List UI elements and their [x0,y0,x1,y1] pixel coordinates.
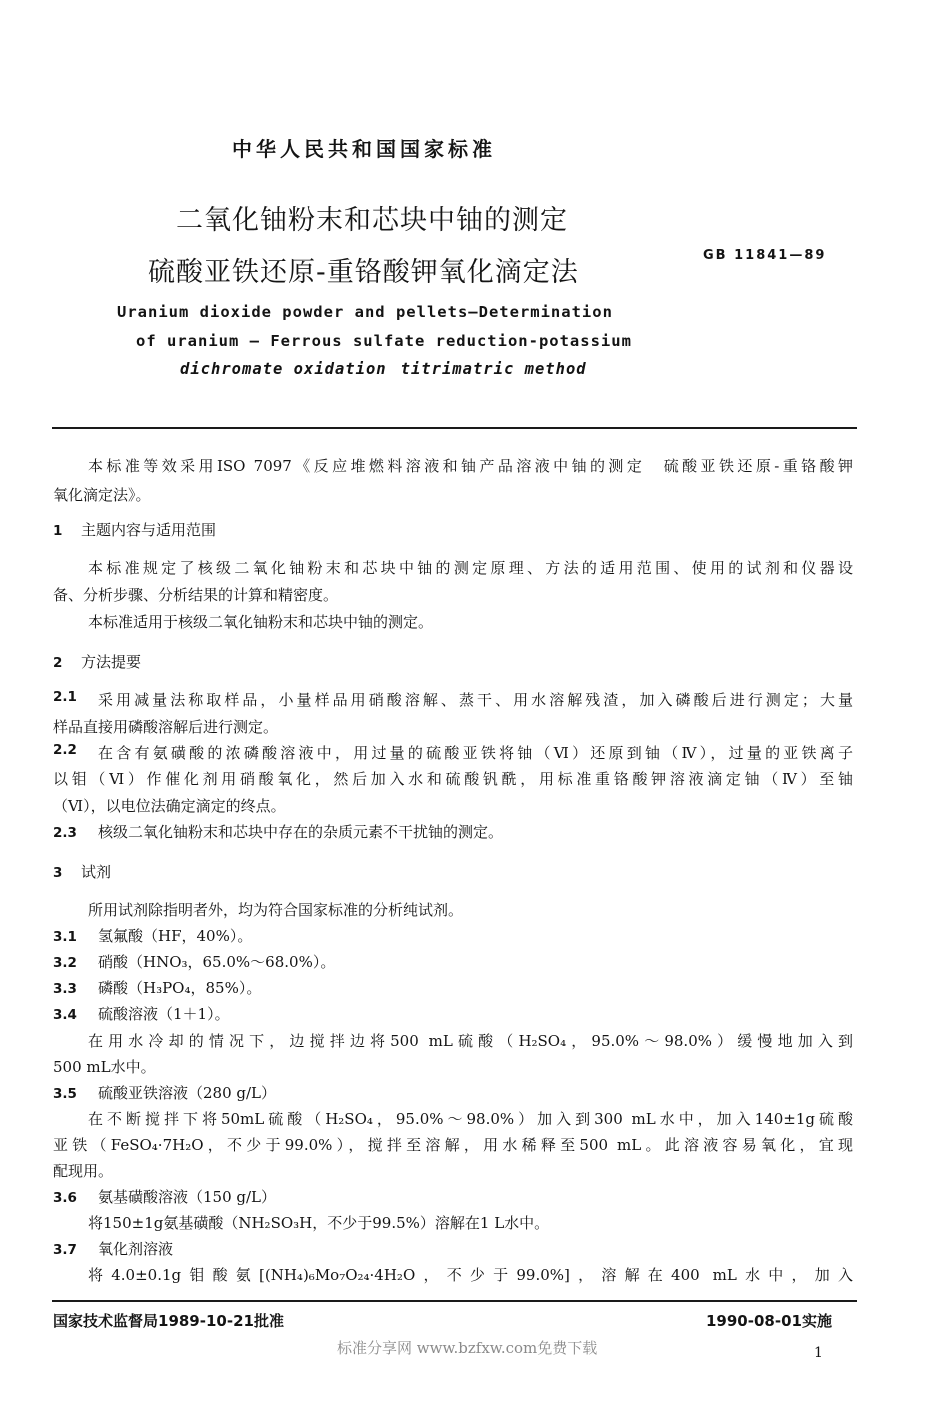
clause-3-7-text: 氧化剂溶液 [98,1240,174,1258]
intro-line-1: 本标准等效采用ISO 7097《反应堆燃料溶液和铀产品溶液中铀的测定 硫酸亚铁还原-重铬酸钾 [88,457,853,475]
clause-3-7-number: 3.7 [53,1242,77,1258]
clause-3-7-para-line1: 将4.0±0.1g钼酸氨[(NH₄)₆Mo₇O₂₄·4H₂O，不少于99.0%]，溶解在400 mL水中，加入 [88,1266,853,1284]
clause-3-1-number: 3.1 [53,929,77,945]
clause-3-3 [53,977,261,998]
clause-2-1-number: 2.1 [53,689,77,705]
clause-2-3-number: 2.3 [53,825,77,841]
clause-3-4 [53,1003,230,1024]
title-en-line3 [180,360,587,378]
title-en-line1: Uranium dioxide powder and pellets—Determination [117,303,613,321]
clause-3-2-text: 硝酸（HNO₃，65.0%～68.0%）。 [98,953,336,971]
title-en-line3-b: titrimatric method [400,360,587,378]
page-number: 1 [814,1345,823,1361]
clause-3-3-text: 磷酸（H₃PO₄，85%）。 [98,979,262,997]
effective-date: 1990-08-01实施 [706,1312,832,1330]
clause-3-5-para-line3: 配现用。 [53,1162,114,1180]
clause-3-1 [53,925,252,946]
title-cn-line2: 硫酸亚铁还原-重铬酸钾氧化滴定法 [148,257,579,288]
section-1-para2: 本标准适用于核级二氧化铀粉末和芯块中铀的测定。 [88,613,434,631]
section-3-title: 试剂 [81,863,112,881]
section-2-title: 方法提要 [81,653,142,671]
title-en-line3-a: dichromate oxidation [180,360,387,378]
title-en-line2: of uranium — Ferrous sulfate reduction-potassium [136,332,632,350]
standard-code: GB 11841—89 [703,248,827,263]
section-3-number: 3 [53,865,63,881]
clause-2-2-line2: 以钼（Ⅵ）作催化剂用硝酸氧化，然后加入水和硫酸钒酰，用标准重铬酸钾溶液滴定铀（Ⅳ）至铀 [53,770,853,788]
clause-2-2-text1: 在含有氨磺酸的浓磷酸溶液中，用过量的硫酸亚铁将铀（Ⅵ）还原到铀（Ⅳ），过量的亚铁离子 [98,744,853,762]
clause-3-4-text: 硫酸溶液（1＋1）。 [98,1005,230,1023]
section-1-number: 1 [53,523,63,539]
clause-2-1-line2: 样品直接用磷酸溶解后进行测定。 [53,718,279,736]
watermark-text: 标准分享网 www.bzfxw.com免费下载 [337,1339,598,1357]
national-standard-header: 中华人民共和国国家标准 [232,137,496,161]
clause-2-1-text1: 采用减量法称取样品，小量样品用硝酸溶解、蒸干、用水溶解残渣，加入磷酸后进行测定；大量 [98,691,853,709]
clause-3-4-para-line1: 在用水冷却的情况下，边搅拌边将500 mL硫酸（H₂SO₄，95.0%～98.0%）缓慢地加入到 [88,1032,853,1050]
clause-2-3-text: 核级二氧化铀粉末和芯块中存在的杂质元素不干扰铀的测定。 [98,823,504,841]
section-1-para1-line2: 备、分析步骤、分析结果的计算和精密度。 [53,586,339,604]
clause-3-7 [53,1238,173,1259]
section-3-intro: 所用试剂除指明者外，均为符合国家标准的分析纯试剂。 [88,901,464,919]
clause-3-2-number: 3.2 [53,955,77,971]
clause-3-5-para-line1: 在不断搅拌下将50mL硫酸（H₂SO₄，95.0%～98.0%）加入到300 mL水中，加入140±1g硫酸 [88,1110,853,1128]
section-2-heading [53,651,141,672]
section-1-para1-line1: 本标准规定了核级二氧化铀粉末和芯块中铀的测定原理、方法的适用范围、使用的试剂和仪器设 [88,559,853,577]
clause-3-4-para-line2: 500 mL水中。 [53,1058,156,1076]
section-3-heading [53,861,111,882]
clause-3-6-para: 将150±1g氨基磺酸（NH₂SO₃H，不少于99.5%）溶解在1 L水中。 [88,1214,550,1232]
clause-3-6-text: 氨基磺酸溶液（150 g/L） [98,1188,277,1206]
section-1-title: 主题内容与适用范围 [81,521,217,539]
clause-2-3 [53,821,503,842]
clause-2-2-number: 2.2 [53,742,77,758]
clause-2-2-line1 [53,742,853,763]
clause-3-6 [53,1186,276,1207]
intro-line-2: 氧化滴定法》。 [53,486,151,504]
clause-3-6-number: 3.6 [53,1190,77,1206]
clause-3-5-number: 3.5 [53,1086,77,1102]
section-2-number: 2 [53,655,63,671]
clause-3-2 [53,951,335,972]
clause-3-4-number: 3.4 [53,1007,77,1023]
approval-date: 国家技术监督局1989-10-21批准 [53,1312,284,1330]
section-1-heading [53,519,216,540]
clause-3-5-para-line2: 亚铁（FeSO₄·7H₂O，不少于99.0%），搅拌至溶解，用水稀释至500 mL。此溶液容易氧化，宜现 [53,1136,853,1154]
clause-2-2-line3: （Ⅵ），以电位法确定滴定的终点。 [53,797,286,815]
clause-3-1-text: 氢氟酸（HF，40%）。 [98,927,253,945]
clause-3-3-number: 3.3 [53,981,77,997]
clause-3-5 [53,1082,276,1103]
top-divider [52,427,857,429]
clause-2-1-line1 [53,689,853,710]
clause-3-5-text: 硫酸亚铁溶液（280 g/L） [98,1084,277,1102]
title-cn-line1: 二氧化铀粉末和芯块中铀的测定 [176,205,568,236]
bottom-divider [52,1300,857,1302]
